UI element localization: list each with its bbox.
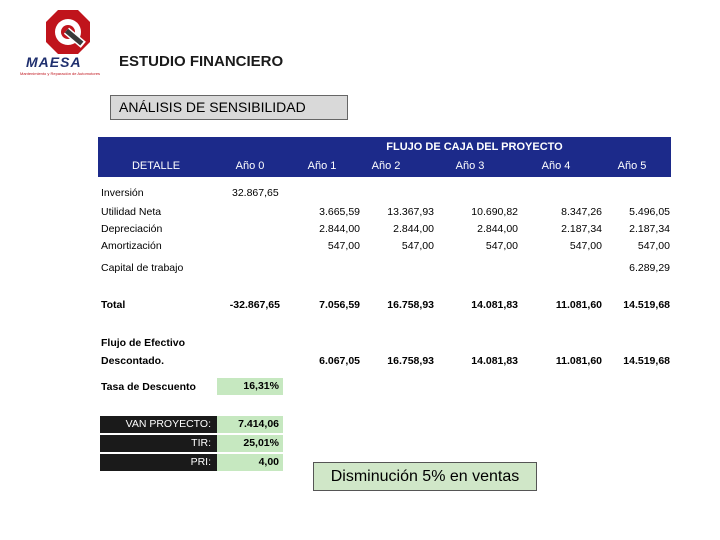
cell-amortizacion-y5: 547,00 bbox=[637, 240, 670, 252]
row-label-inversion: Inversión bbox=[101, 187, 144, 199]
col-detalle: DETALLE bbox=[131, 160, 181, 172]
cell-flujo-y2: 16.758,93 bbox=[387, 355, 434, 367]
cell-utilidad-y1: 3.665,59 bbox=[319, 206, 360, 218]
row-label-amortizacion: Amortización bbox=[101, 240, 162, 252]
cell-amortizacion-y2: 547,00 bbox=[401, 240, 434, 252]
cell-inversion-y0: 32.867,65 bbox=[232, 187, 279, 199]
col-y4: Año 4 bbox=[541, 160, 571, 172]
cell-utilidad-y5: 5.496,05 bbox=[629, 206, 670, 218]
cell-total-y5: 14.519,68 bbox=[623, 299, 670, 311]
cell-total-y1: 7.056,59 bbox=[319, 299, 360, 311]
row-label-depreciacion: Depreciación bbox=[101, 223, 163, 235]
cell-utilidad-y2: 13.367,93 bbox=[387, 206, 434, 218]
company-logo bbox=[18, 8, 126, 80]
cell-depreciacion-y1: 2.844,00 bbox=[319, 223, 360, 235]
cell-capital-y5: 6.289,29 bbox=[629, 262, 670, 274]
logo-tagline: Mantenimiento y Reparación de Automotores bbox=[20, 71, 101, 76]
value-van: 7.414,06 bbox=[217, 416, 283, 433]
col-y2: Año 2 bbox=[371, 160, 401, 172]
cell-depreciacion-y4: 2.187,34 bbox=[561, 223, 602, 235]
cell-depreciacion-y2: 2.844,00 bbox=[393, 223, 434, 235]
value-tir: 25,01% bbox=[217, 435, 283, 452]
cell-total-y3: 14.081,83 bbox=[471, 299, 518, 311]
row-label-total: Total bbox=[101, 299, 126, 311]
label-tasa-descuento: Tasa de Descuento bbox=[101, 381, 196, 393]
col-y1: Año 1 bbox=[307, 160, 337, 172]
cell-total-y4: 11.081,60 bbox=[555, 299, 602, 311]
group-header: FLUJO DE CAJA DEL PROYECTO bbox=[386, 141, 563, 153]
label-pri: PRI: bbox=[100, 454, 217, 471]
row-label-capital: Capital de trabajo bbox=[101, 262, 184, 274]
cell-total-y0: -32.867,65 bbox=[229, 299, 280, 311]
value-tasa-descuento: 16,31% bbox=[217, 378, 283, 395]
row-label-flujo-1: Flujo de Efectivo bbox=[101, 337, 186, 349]
cell-flujo-y4: 11.081,60 bbox=[555, 355, 602, 367]
scenario-note: Disminución 5% en ventas bbox=[313, 462, 537, 491]
col-y5: Año 5 bbox=[617, 160, 647, 172]
col-y0: Año 0 bbox=[235, 160, 265, 172]
cell-amortizacion-y3: 547,00 bbox=[485, 240, 518, 252]
row-label-flujo-2: Descontado. bbox=[101, 355, 165, 367]
row-label-utilidad: Utilidad Neta bbox=[101, 206, 162, 218]
page-title: ESTUDIO FINANCIERO bbox=[119, 53, 284, 70]
cell-amortizacion-y1: 547,00 bbox=[327, 240, 360, 252]
value-pri: 4,00 bbox=[217, 454, 283, 471]
cell-flujo-y3: 14.081,83 bbox=[471, 355, 518, 367]
cell-amortizacion-y4: 547,00 bbox=[569, 240, 602, 252]
cell-depreciacion-y5: 2.187,34 bbox=[629, 223, 670, 235]
table-header bbox=[98, 137, 671, 177]
cell-flujo-y1: 6.067,05 bbox=[319, 355, 360, 367]
cell-utilidad-y4: 8.347,26 bbox=[561, 206, 602, 218]
section-subtitle: ANÁLISIS DE SENSIBILIDAD bbox=[110, 95, 348, 120]
cell-flujo-y5: 14.519,68 bbox=[623, 355, 670, 367]
logo-text: MAESA bbox=[26, 54, 82, 70]
col-y3: Año 3 bbox=[455, 160, 485, 172]
label-van: VAN PROYECTO: bbox=[100, 416, 217, 433]
cell-depreciacion-y3: 2.844,00 bbox=[477, 223, 518, 235]
cell-total-y2: 16.758,93 bbox=[387, 299, 434, 311]
cell-utilidad-y3: 10.690,82 bbox=[471, 206, 518, 218]
label-tir: TIR: bbox=[100, 435, 217, 452]
